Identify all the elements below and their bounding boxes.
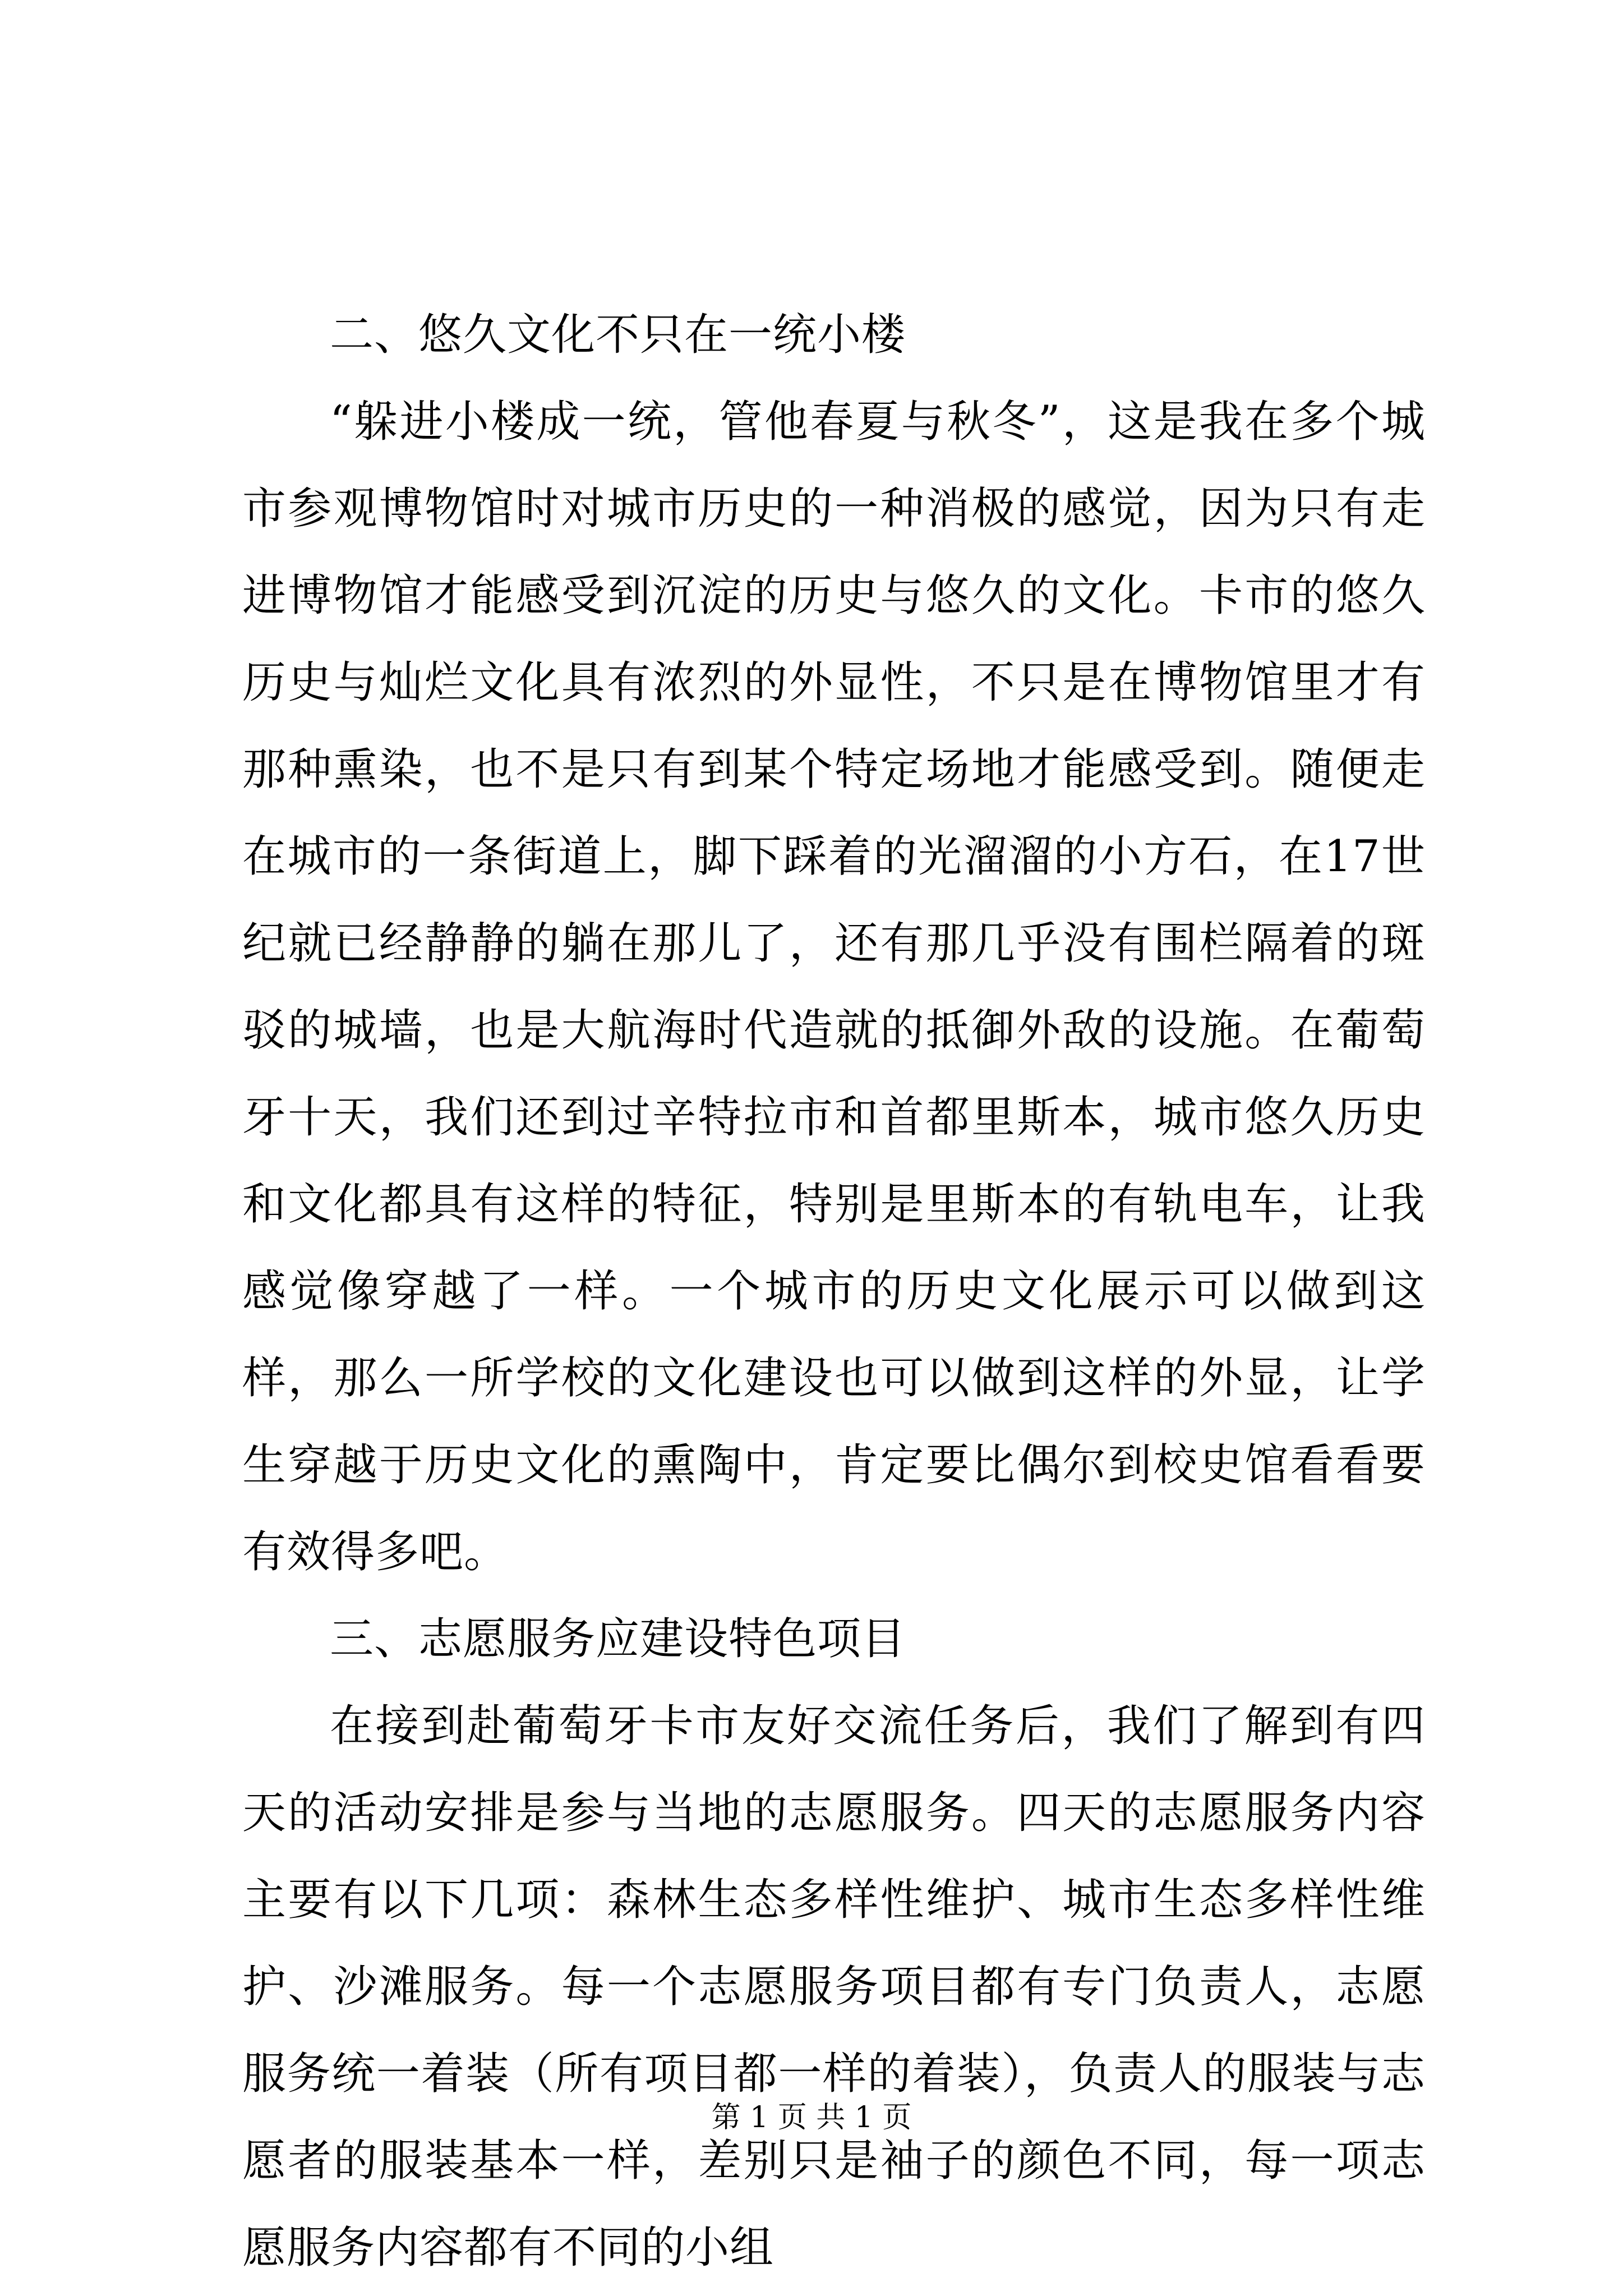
section-heading-3: 三、志愿服务应建设特色项目 (330, 1614, 906, 1664)
section-paragraph-2: “躲进小楼成一统，管他春夏与秋冬”，这是我在多个城市参观博物馆时对城市历史的一种消极的感觉，因为只有走进博物馆才能感受到沉淀的历史与悠久的文化。卡市的悠久历史与灿烂文化具有浓烈的外显性，不只是在博物馆里才有那种熏染，也不是只有到某个特定场地才能感受到。随便走在城市的一条街道上，脚下踩着的光溜溜的小方石，在17世纪就已经静静的躺在那儿了，还有那几乎没有围栏隔着的斑驳的城墙，也是大航海时代造就的抵御外敌的设施。在葡萄牙十天，我们还到过辛特拉市和首都里斯本，城市悠久历史和文化都具有这样的特征，特别是里斯本的有轨电车，让我感觉像穿越了一样。一个城市的历史文化展示可以做到这样，那么一所学校的文化建设也可以做到这样的外显，让学生穿越于历史文化的熏陶中，肯定要比偶尔到校史馆看看要有效得多吧。 (242, 397, 1426, 1577)
section-paragraph-3: 在接到赴葡萄牙卡市友好交流任务后，我们了解到有四天的活动安排是参与当地的志愿服务。四天的志愿服务内容主要有以下几项：森林生态多样性维护、城市生态多样性维护、沙滩服务。每一个志愿服务项目都有专门负责人，志愿服务统一着装（所有项目都一样的着装），负责人的服装与志愿者的服装基本一样，差别只是袖子的颜色不同，每一项志愿服务内容都有不同的小组 (242, 1701, 1426, 2273)
document-body (242, 292, 1426, 2292)
section-heading-2: 二、悠久文化不只在一统小楼 (330, 310, 906, 360)
page-footer: 第 1 页 共 1 页 (711, 2101, 912, 2134)
